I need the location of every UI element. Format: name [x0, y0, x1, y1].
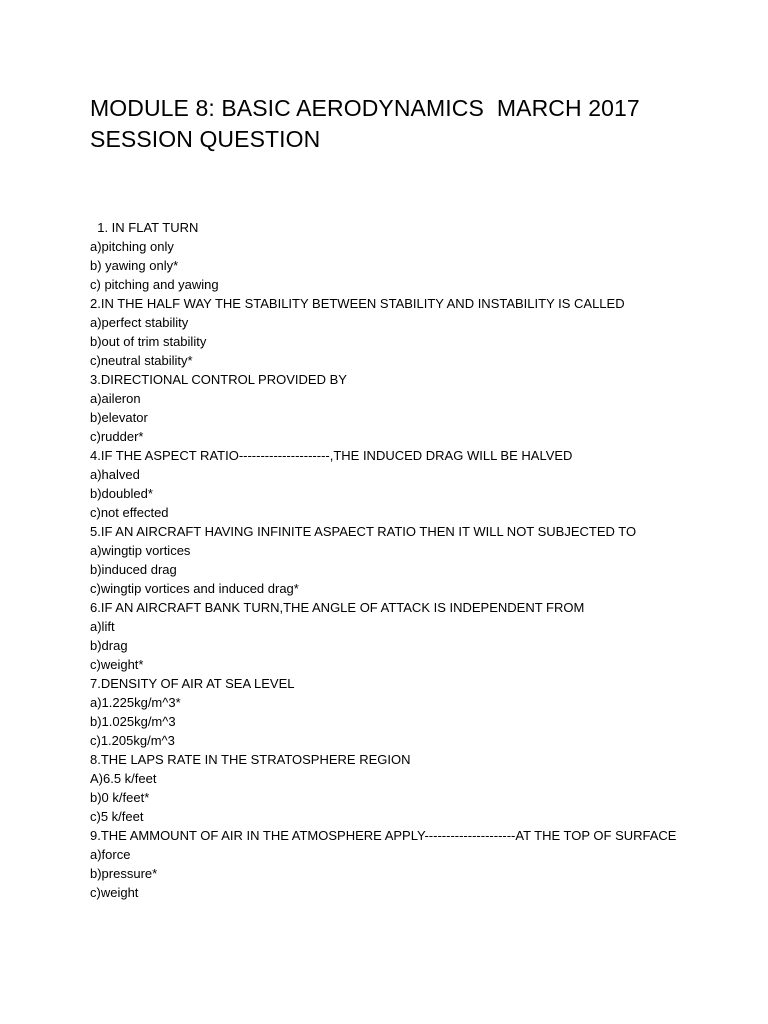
answer-option: c)5 k/feet [90, 809, 144, 824]
answer-option: c)not effected [90, 505, 169, 520]
answer-option: a)force [90, 847, 131, 862]
question-heading: 5.IF AN AIRCRAFT HAVING INFINITE ASPAECT RATIO THEN IT WILL NOT SUBJECTED TO [90, 524, 637, 539]
answer-option: a)wingtip vortices [90, 543, 191, 558]
question-heading: 4.IF THE ASPECT RATIO---------------------,THE INDUCED DRAG WILL BE HALVED [90, 448, 573, 463]
answer-option: c)1.205kg/m^3 [90, 733, 175, 748]
question-heading: 9.THE AMMOUNT OF AIR IN THE ATMOSPHERE APPLY---------------------AT THE TOP OF SURFACE [90, 828, 677, 843]
answer-option: c)rudder* [90, 429, 144, 444]
question-heading: 7.DENSITY OF AIR AT SEA LEVEL [90, 676, 295, 691]
answer-option: b)out of trim stability [90, 334, 207, 349]
question-heading: 2.IN THE HALF WAY THE STABILITY BETWEEN STABILITY AND INSTABILITY IS CALLED [90, 296, 625, 311]
answer-option: c)weight [90, 885, 139, 900]
answer-option: b)0 k/feet* [90, 790, 150, 805]
answer-option: a)halved [90, 467, 140, 482]
answer-option: b)induced drag [90, 562, 177, 577]
question-heading: 3.DIRECTIONAL CONTROL PROVIDED BY [90, 372, 347, 387]
answer-option: b)elevator [90, 410, 148, 425]
answer-option: a)perfect stability [90, 315, 189, 330]
answer-option: c)wingtip vortices and induced drag* [90, 581, 299, 596]
question-list [90, 218, 730, 902]
question-heading: 8.THE LAPS RATE IN THE STRATOSPHERE REGION [90, 752, 411, 767]
answer-option: c)weight* [90, 657, 144, 672]
answer-option: b) yawing only* [90, 258, 179, 273]
answer-option: b)1.025kg/m^3 [90, 714, 176, 729]
title-line-1: MODULE 8: BASIC AERODYNAMICS MARCH 2017 [90, 95, 640, 121]
question-heading: 6.IF AN AIRCRAFT BANK TURN,THE ANGLE OF ATTACK IS INDEPENDENT FROM [90, 600, 585, 615]
answer-option: A)6.5 k/feet [90, 771, 157, 786]
question-heading: 1. IN FLAT TURN [90, 220, 199, 235]
answer-option: a)lift [90, 619, 115, 634]
answer-option: a)pitching only [90, 239, 174, 254]
page-title [90, 93, 730, 155]
answer-option: c)neutral stability* [90, 353, 193, 368]
answer-option: c) pitching and yawing [90, 277, 219, 292]
answer-option: b)drag [90, 638, 128, 653]
answer-option: b)doubled* [90, 486, 153, 501]
title-line-2: SESSION QUESTION [90, 126, 321, 152]
answer-option: a)1.225kg/m^3* [90, 695, 181, 710]
answer-option: a)aileron [90, 391, 141, 406]
answer-option: b)pressure* [90, 866, 158, 881]
